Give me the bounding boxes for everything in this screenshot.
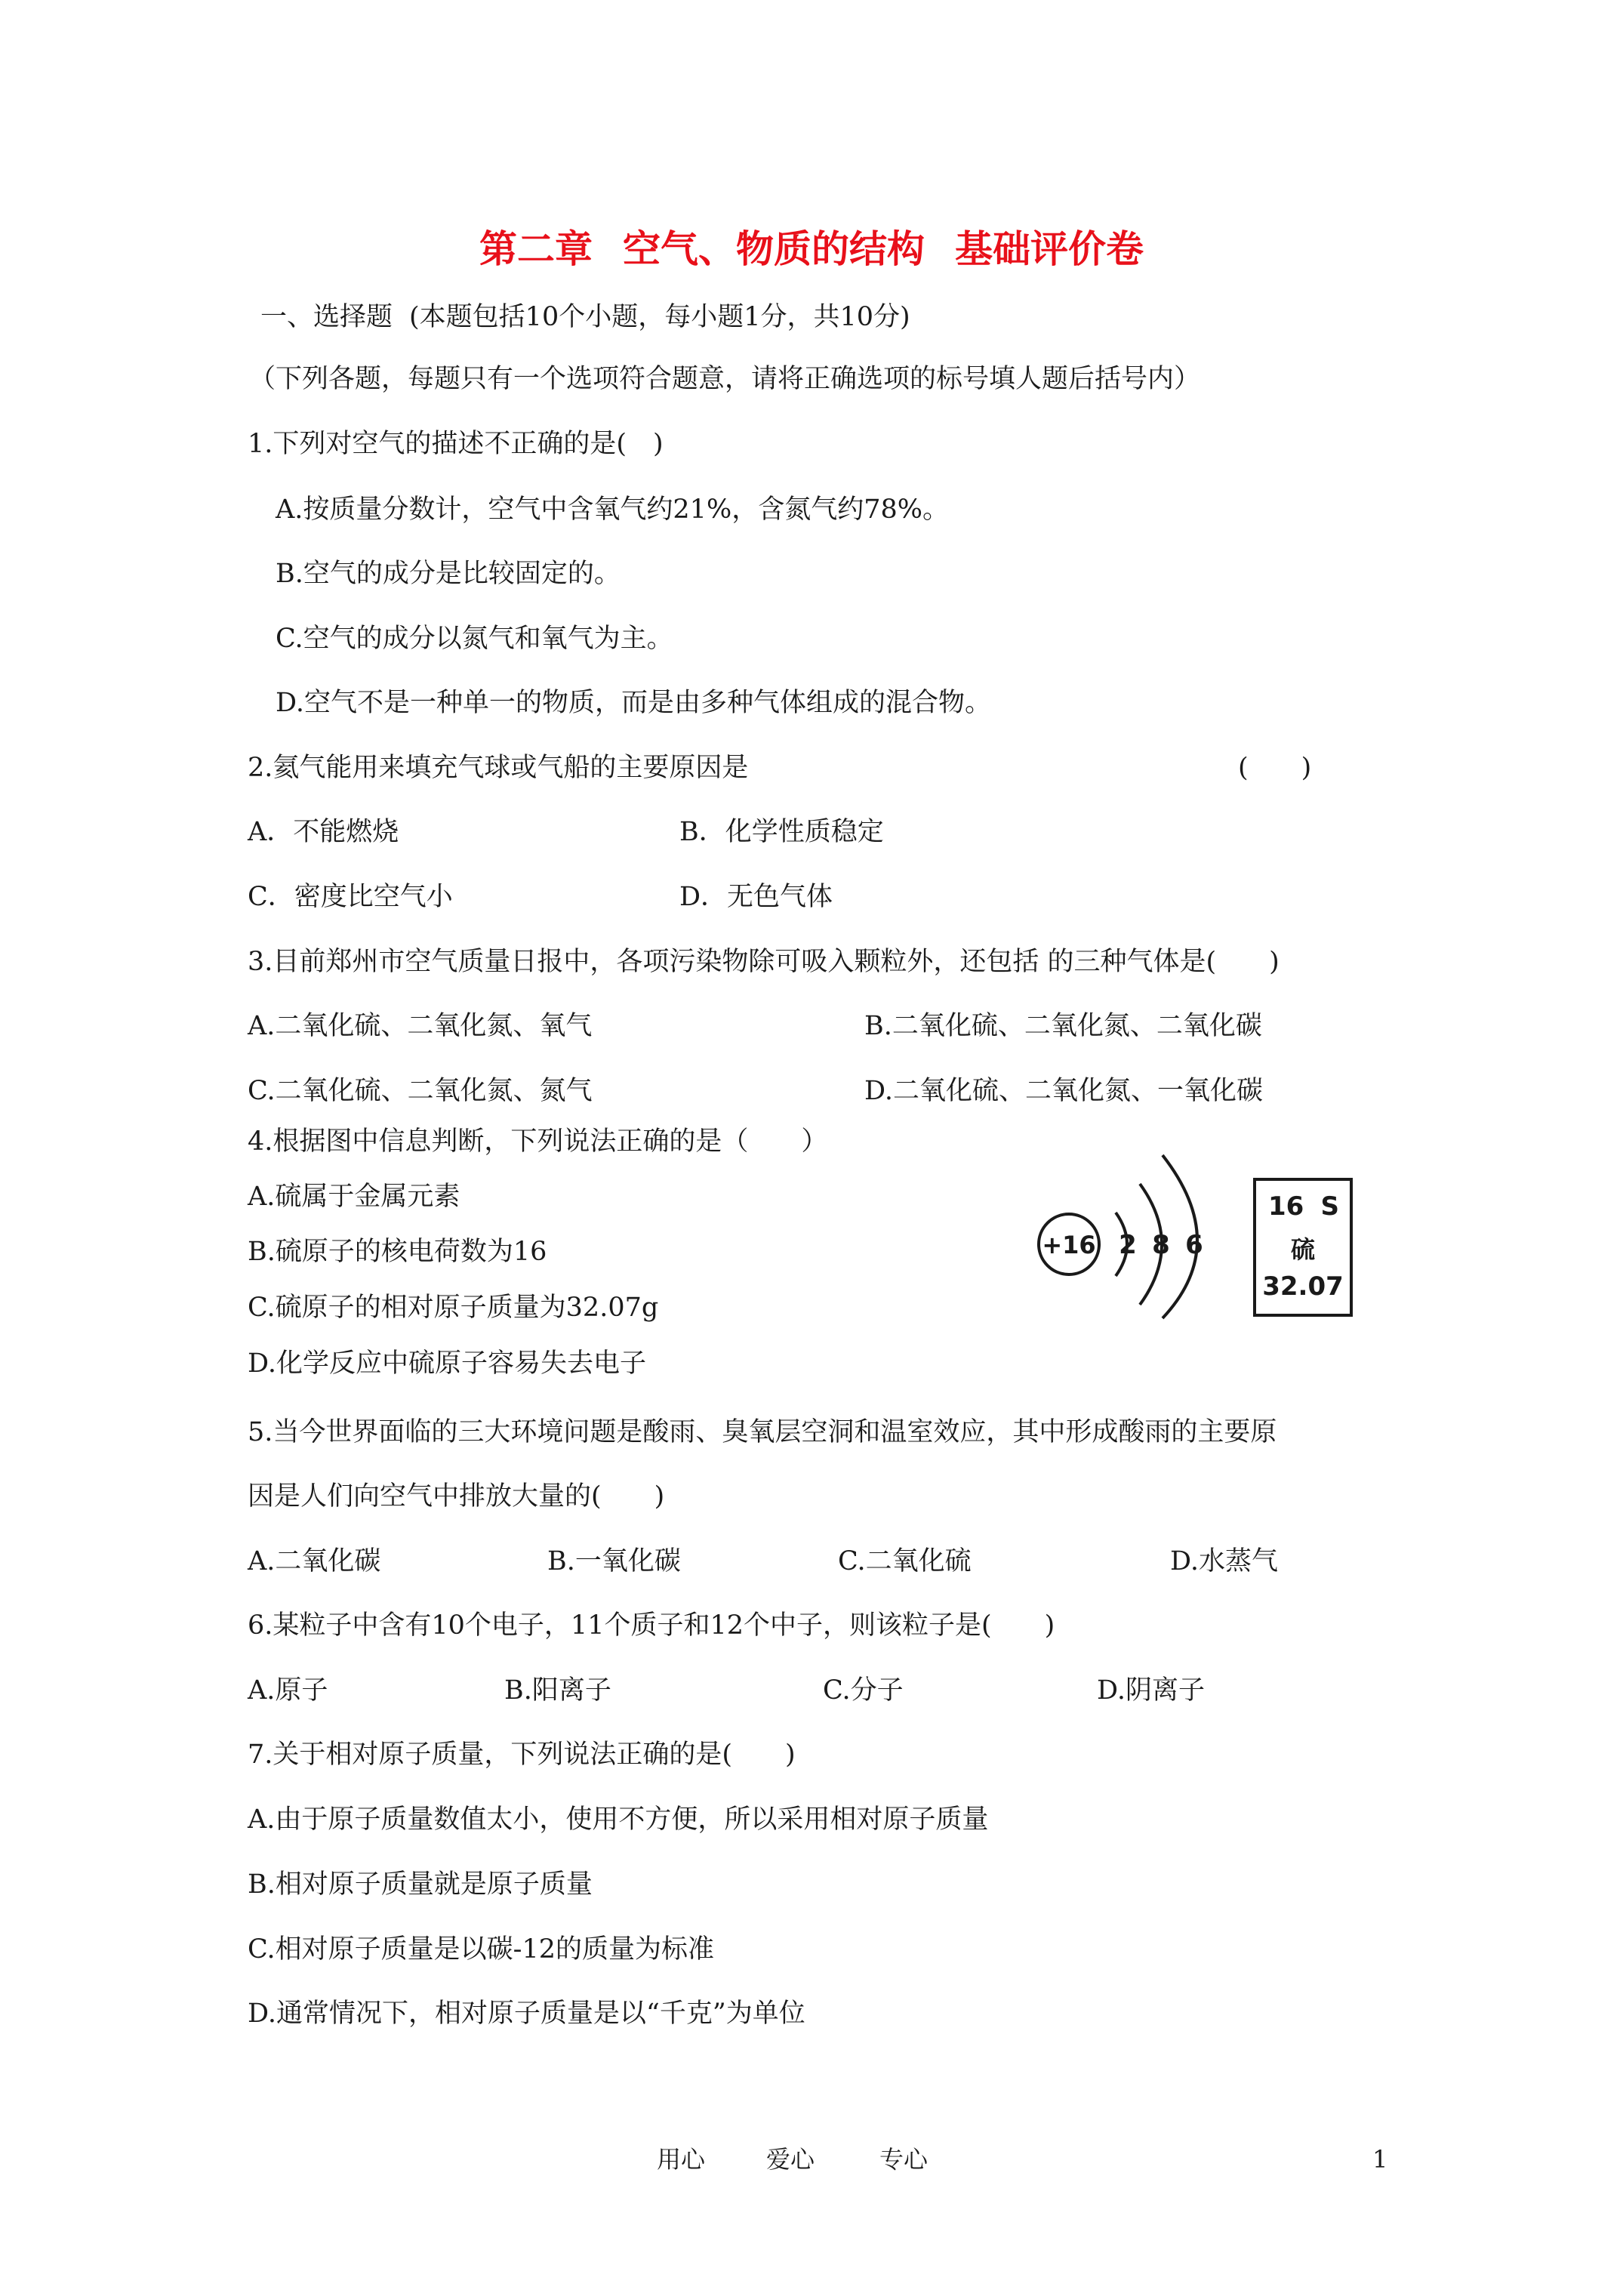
question-2-option-a: A．不能燃烧: [248, 817, 399, 847]
element-symbol: S: [1320, 1191, 1339, 1222]
question-3-option-c: C.二氧化硫、二氧化氮、氮气: [248, 1076, 593, 1106]
question-5-stem-line-2: 因是人们向空气中排放大量的( ): [248, 1481, 665, 1512]
footer-text-left: 用心: [657, 2145, 706, 2174]
question-6-option-b: B.阳离子: [504, 1675, 611, 1706]
question-3-option-d: D.二氧化硫、二氧化氮、一氧化碳: [864, 1076, 1263, 1106]
page-number: 1: [1372, 2145, 1388, 2174]
question-5-option-c: C.二氧化硫: [838, 1546, 972, 1576]
shell-2-electrons: 8: [1152, 1230, 1170, 1260]
question-7-stem: 7.关于相对原子质量，下列说法正确的是( ): [248, 1740, 796, 1770]
question-5-option-a: A.二氧化碳: [248, 1546, 381, 1576]
question-6-option-a: A.原子: [248, 1675, 328, 1706]
nucleus-charge: +16: [1042, 1231, 1096, 1259]
sulfur-atom-structure-diagram: [1027, 1148, 1276, 1321]
title-topic: 空气、物质的结构: [623, 227, 925, 271]
question-3-option-a: A.二氧化硫、二氧化氮、氧气: [248, 1011, 593, 1041]
section-label: 一、选择题: [260, 302, 393, 332]
question-5-option-d: D.水蒸气: [1170, 1546, 1278, 1576]
footer-text-right: 专心: [879, 2145, 929, 2174]
section-heading: [260, 300, 910, 334]
question-7-option-b: B.相对原子质量就是原子质量: [248, 1869, 593, 1900]
section-note: (本题包括10个小题，每小题1分，共10分): [409, 302, 910, 332]
question-2-option-d: D．无色气体: [679, 882, 833, 912]
question-1-option-d: D.空气不是一种单一的物质，而是由多种气体组成的混合物。: [276, 688, 991, 718]
question-6-stem: 6.某粒子中含有10个电子，11个质子和12个中子，则该粒子是( ): [248, 1610, 1055, 1641]
question-5-option-b: B.一氧化碳: [547, 1546, 681, 1576]
question-3-option-b: B.二氧化硫、二氧化氮、二氧化碳: [864, 1011, 1262, 1041]
question-3-stem: 3.目前郑州市空气质量日报中，各项污染物除可吸入颗粒外，还包括 的三种气体是( ): [248, 947, 1280, 977]
question-4-option-a: A.硫属于金属元素: [248, 1182, 460, 1212]
periodic-table-cell-sulfur: [1253, 1178, 1353, 1317]
footer-text-middle: 爱心: [766, 2145, 815, 2174]
shell-1-electrons: 2: [1119, 1230, 1137, 1260]
question-2-option-c: C．密度比空气小: [248, 882, 453, 912]
question-4-option-d: D.化学反应中硫原子容易失去电子: [248, 1348, 646, 1379]
title-chapter: 第二章: [479, 227, 593, 271]
question-2-option-b: B．化学性质稳定: [679, 817, 884, 847]
element-atomic-number: 16: [1268, 1191, 1304, 1222]
title-type: 基础评价卷: [955, 227, 1144, 271]
element-atomic-mass: 32.07: [1262, 1271, 1344, 1302]
shell-3-electrons: 6: [1185, 1230, 1203, 1260]
question-1-option-a: A.按质量分数计，空气中含氧气约21%，含氮气约78%。: [276, 495, 949, 525]
section-instruction: （下列各题，每题只有一个选项符合题意，请将正确选项的标号填人题后括号内）: [249, 364, 1201, 394]
question-2-answer-paren: ( ): [1238, 753, 1312, 783]
question-2-stem: 2.氦气能用来填充气球或气船的主要原因是: [248, 753, 749, 783]
question-6-option-c: C.分子: [823, 1675, 904, 1706]
question-4-stem: 4.根据图中信息判断，下列说法正确的是（ ）: [248, 1126, 828, 1157]
question-5-stem-line-1: 5.当今世界面临的三大环境问题是酸雨、臭氧层空洞和温室效应，其中形成酸雨的主要原: [248, 1417, 1277, 1447]
question-7-option-c: C.相对原子质量是以碳-12的质量为标准: [248, 1934, 715, 1965]
question-7-option-a: A.由于原子质量数值太小，使用不方便，所以采用相对原子质量: [248, 1804, 989, 1835]
question-7-option-d: D.通常情况下，相对原子质量是以“千克”为单位: [248, 1999, 805, 2029]
question-4-option-b: B.硫原子的核电荷数为16: [248, 1237, 547, 1267]
question-6-option-d: D.阴离子: [1097, 1675, 1205, 1706]
element-name: 硫: [1290, 1235, 1315, 1264]
question-4-option-c: C.硫原子的相对原子质量为32.07g: [248, 1293, 659, 1323]
question-1-stem: 1.下列对空气的描述不正确的是( ): [248, 429, 664, 459]
question-1-option-c: C.空气的成分以氮气和氧气为主。: [276, 624, 673, 654]
question-1-option-b: B.空气的成分是比较固定的。: [276, 559, 621, 589]
page-title: [0, 219, 1623, 273]
